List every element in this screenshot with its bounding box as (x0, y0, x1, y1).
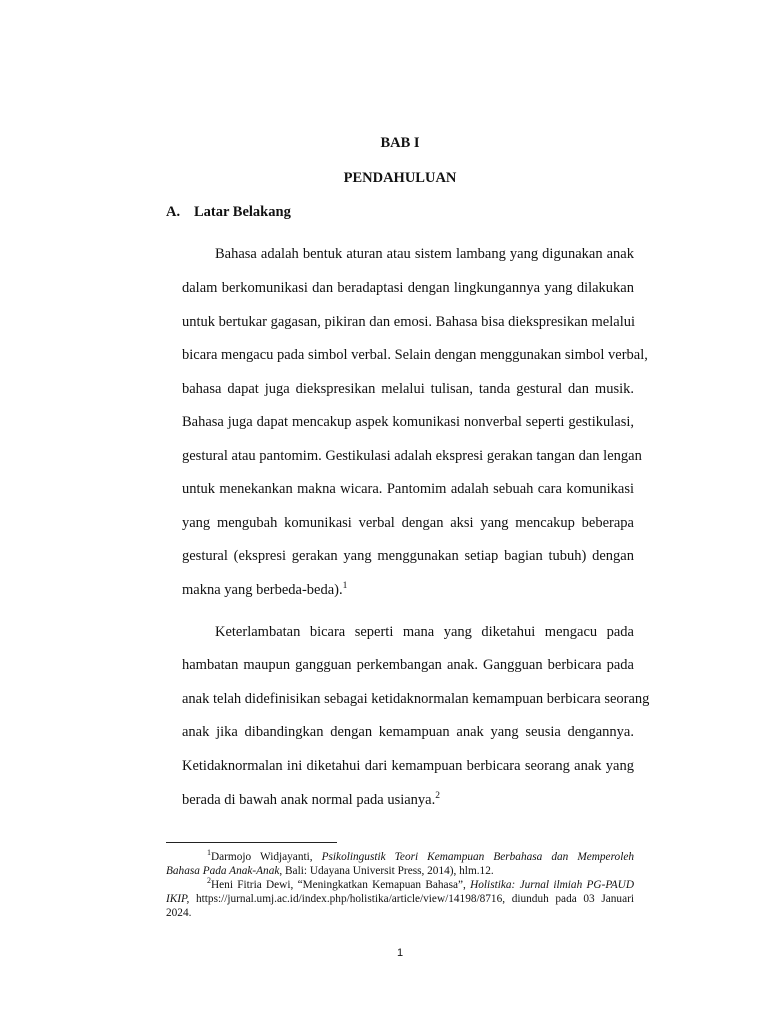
footnote-line (166, 864, 634, 878)
footnote-separator (166, 842, 337, 843)
footnote-book-title: Bahasa Pada Anak-Anak (166, 865, 280, 877)
paragraph-line: anak telah didefinisikan sebagai ketidaknormalan kemampuan berbicara seorang (182, 691, 650, 707)
paragraph-last-line (182, 580, 634, 600)
footnote-line (207, 878, 634, 892)
paragraph-line: gestural (ekspresi gerakan yang menggunakan setiap bagian tubuh) dengan (182, 548, 634, 564)
footnote-url: https://jurnal.umj.ac.id/index.php/holistika/article/view/14198/8716, diunduh pada 03 Januari (189, 893, 634, 905)
paragraph-line-text: berada di bawah anak normal pada usianya. (182, 792, 436, 808)
footnote-number: 1 (207, 848, 211, 858)
section-title: Latar Belakang (194, 204, 291, 220)
chapter-number: BAB I (380, 135, 420, 151)
chapter-title: PENDAHULUAN (343, 170, 457, 186)
footnote-ref: 1 (342, 581, 348, 592)
section-heading (166, 204, 291, 221)
footnote-journal: IKIP, (166, 893, 190, 905)
paragraph-line: anak jika dibandingkan dengan kemampuan anak yang seusia dengannya. (182, 724, 634, 740)
footnote-publisher: , Bali: Udayana Universit Press, 2014), hlm.12. (279, 865, 494, 877)
paragraph-line: bahasa dapat juga diekspresikan melalui tulisan, tanda gestural dan musik. (182, 381, 634, 397)
footnote-ref: 2 (435, 791, 440, 802)
paragraph-line: Ketidaknormalan ini diketahui dari kemampuan berbicara seorang anak yang (182, 758, 634, 774)
paragraph-line: untuk bertukar gagasan, pikiran dan emosi. Bahasa bisa diekspresikan melalui (182, 314, 635, 330)
paragraph-line: Bahasa adalah bentuk aturan atau sistem lambang yang digunakan anak (215, 246, 634, 262)
paragraph-last-line (182, 790, 634, 810)
paragraph-line: yang mengubah komunikasi verbal dengan aksi yang mencakup beberapa (182, 515, 634, 531)
paragraph-line-text: makna yang berbeda-beda). (182, 582, 343, 598)
footnote-journal: Holistika: Jurnal ilmiah PG-PAUD (470, 879, 634, 891)
footnote-line (166, 892, 634, 906)
footnote-line: 2024. (166, 907, 192, 919)
footnote-book-title: Psikolingustik Teori Kemampuan Berbahasa dan Memperoleh (321, 851, 634, 863)
paragraph-line: bicara mengacu pada simbol verbal. Selain dengan menggunakan simbol verbal, (182, 347, 648, 363)
footnote-number: 2 (207, 876, 211, 886)
footnote-author: Darmojo Widjayanti, (211, 851, 322, 863)
paragraph-line: hambatan maupun gangguan perkembangan anak. Gangguan berbicara pada (182, 657, 634, 673)
page-number: 1 (396, 947, 404, 959)
section-letter: A. (166, 204, 181, 220)
paragraph-line: Bahasa juga dapat mencakup aspek komunikasi nonverbal seperti gestikulasi, (182, 414, 634, 430)
paragraph-line: dalam berkomunikasi dan beradaptasi dengan lingkungannya yang dilakukan (182, 280, 634, 296)
paragraph-line: gestural atau pantomim. Gestikulasi adalah ekspresi gerakan tangan dan lengan (182, 448, 642, 464)
footnote-author: Heni Fitria Dewi, “Meningkatkan Kemapuan Bahasa”, (211, 879, 471, 891)
footnote-line (207, 850, 634, 864)
paragraph-line: untuk menekankan makna wicara. Pantomim adalah sebuah cara komunikasi (182, 481, 634, 497)
paragraph-line: Keterlambatan bicara seperti mana yang diketahui mengacu pada (215, 624, 634, 640)
